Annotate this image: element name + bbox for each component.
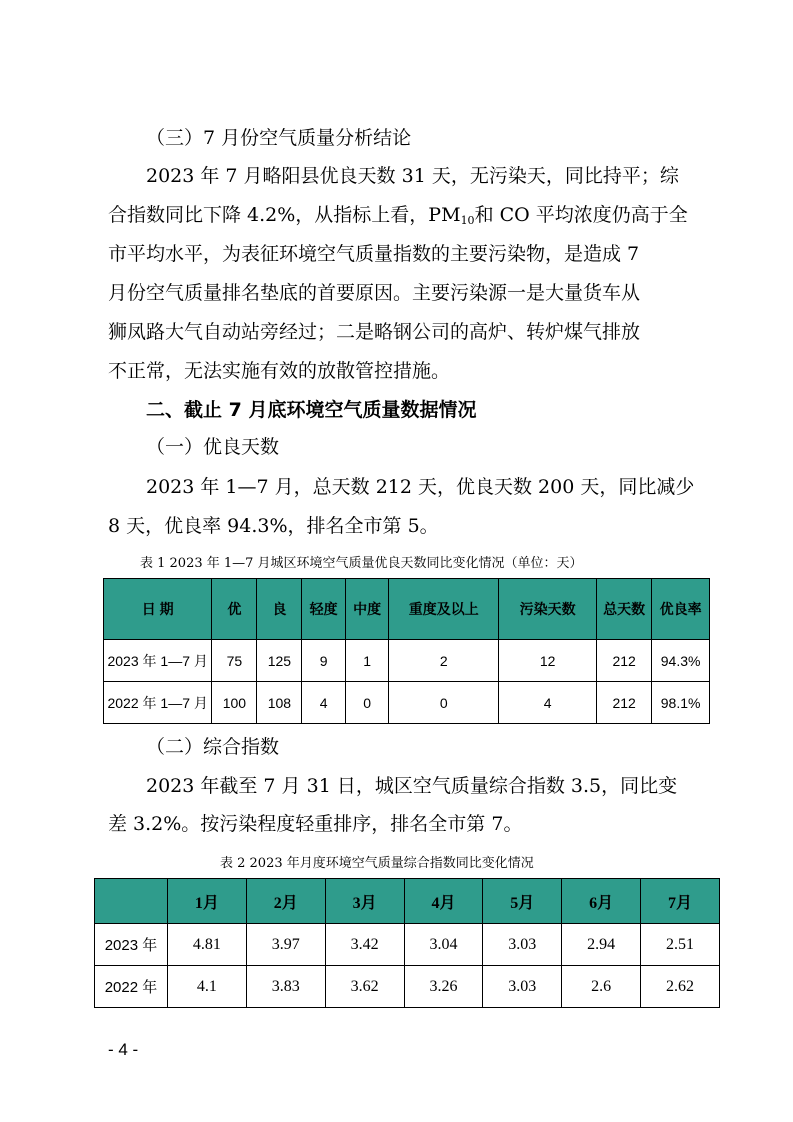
table2-header-may: 5月: [483, 879, 562, 924]
para1-line2-pre: 合指数同比下降 4.2%，从指标上看，PM: [108, 204, 461, 226]
table2: [94, 878, 720, 1008]
table-cell: 0: [345, 682, 389, 724]
table-cell: 12: [499, 640, 597, 682]
para1-line1: 2023 年 7 月略阳县优良天数 31 天，无污染天，同比持平；综: [146, 165, 679, 187]
table1-header-excellent: 优: [212, 579, 257, 640]
page-number: - 4 -: [108, 1040, 139, 1059]
table1-header-row: [104, 579, 710, 640]
table1-header-moderate: 中度: [345, 579, 389, 640]
table-cell: 3.97: [246, 924, 325, 966]
table-cell: 212: [597, 640, 652, 682]
para1-line3: 市平均水平，为表征环境空气质量指数的主要污染物，是造成 7: [108, 243, 640, 265]
section2-heading: 二、截止 7 月底环境空气质量数据情况: [146, 399, 477, 421]
para1-line5: 狮凤路大气自动站旁经过；二是略钢公司的高炉、转炉煤气排放: [108, 321, 641, 343]
table-cell: 1: [345, 640, 389, 682]
table-row: [95, 924, 720, 966]
table-cell: 9: [302, 640, 346, 682]
table-cell: 100: [212, 682, 257, 724]
table-cell: 3.83: [246, 966, 325, 1008]
para1-line6: 不正常，无法实施有效的放散管控措施。: [108, 360, 451, 382]
table-cell: 4.81: [168, 924, 247, 966]
table-row: [95, 966, 720, 1008]
table-row: [104, 640, 710, 682]
table-cell: 2022 年: [95, 966, 168, 1008]
table-row: [104, 682, 710, 724]
para2-line1: 2023 年 1—7 月，总天数 212 天，优良天数 200 天，同比减少: [146, 476, 695, 498]
table-cell: 3.04: [404, 924, 483, 966]
table-cell: 75: [212, 640, 257, 682]
para1-line4: 月份空气质量排名垫底的首要原因。主要污染源一是大量货车从: [108, 282, 641, 304]
table-cell: 0: [389, 682, 499, 724]
table2-header-mar: 3月: [325, 879, 404, 924]
table1-header-heavy: 重度及以上: [389, 579, 499, 640]
para3-line1: 2023 年截至 7 月 31 日，城区空气质量综合指数 3.5，同比变: [146, 775, 678, 797]
para1-line2-post: 和 CO 平均浓度仍高于全: [474, 204, 688, 226]
table2-header-jan: 1月: [168, 879, 247, 924]
pm10-subscript: 10: [460, 214, 475, 227]
table-cell: 4: [302, 682, 346, 724]
table-cell: 2022 年 1—7 月: [104, 682, 212, 724]
table1-caption: 表 1 2023 年 1—7 月城区环境空气质量优良天数同比变化情况（单位：天）: [140, 556, 583, 571]
table-cell: 3.03: [483, 924, 562, 966]
table-cell: 108: [257, 682, 302, 724]
table-cell: 98.1%: [652, 682, 710, 724]
table-cell: 3.03: [483, 966, 562, 1008]
table-cell: 2.6: [562, 966, 641, 1008]
table-cell: 2: [389, 640, 499, 682]
table-cell: 2.94: [562, 924, 641, 966]
table-cell: 2023 年 1—7 月: [104, 640, 212, 682]
table-cell: 212: [597, 682, 652, 724]
table-cell: 2.51: [641, 924, 720, 966]
table1-header-light: 轻度: [302, 579, 346, 640]
table1: [103, 578, 710, 724]
table2-header-row: [95, 879, 720, 924]
section3-heading: （三）7 月份空气质量分析结论: [146, 127, 412, 149]
para1-line2: [108, 199, 720, 231]
table2-header-jul: 7月: [641, 879, 720, 924]
table1-header-polluted-days: 污染天数: [499, 579, 597, 640]
table2-header-apr: 4月: [404, 879, 483, 924]
table2-caption: 表 2 2023 年月度环境空气质量综合指数同比变化情况: [220, 856, 534, 871]
subsection1-heading: （一）优良天数: [146, 436, 280, 458]
para3-line2: 差 3.2%。按污染程度轻重排序，排名全市第 7。: [108, 813, 523, 835]
table-cell: 2.62: [641, 966, 720, 1008]
table1-header-good: 良: [257, 579, 302, 640]
table-cell: 3.62: [325, 966, 404, 1008]
table1-header-rate: 优良率: [652, 579, 710, 640]
table-cell: 4.1: [168, 966, 247, 1008]
table-cell: 3.42: [325, 924, 404, 966]
table-cell: 2023 年: [95, 924, 168, 966]
table-cell: 125: [257, 640, 302, 682]
table1-header-total-days: 总天数: [597, 579, 652, 640]
table-cell: 3.26: [404, 966, 483, 1008]
table2-header-jun: 6月: [562, 879, 641, 924]
table-cell: 94.3%: [652, 640, 710, 682]
table1-header-date: 日 期: [104, 579, 212, 640]
table2-header-corner: [95, 879, 168, 924]
table2-header-feb: 2月: [246, 879, 325, 924]
para2-line2: 8 天，优良率 94.3%，排名全市第 5。: [108, 515, 439, 537]
subsection2-heading: （二）综合指数: [146, 736, 280, 758]
table-cell: 4: [499, 682, 597, 724]
